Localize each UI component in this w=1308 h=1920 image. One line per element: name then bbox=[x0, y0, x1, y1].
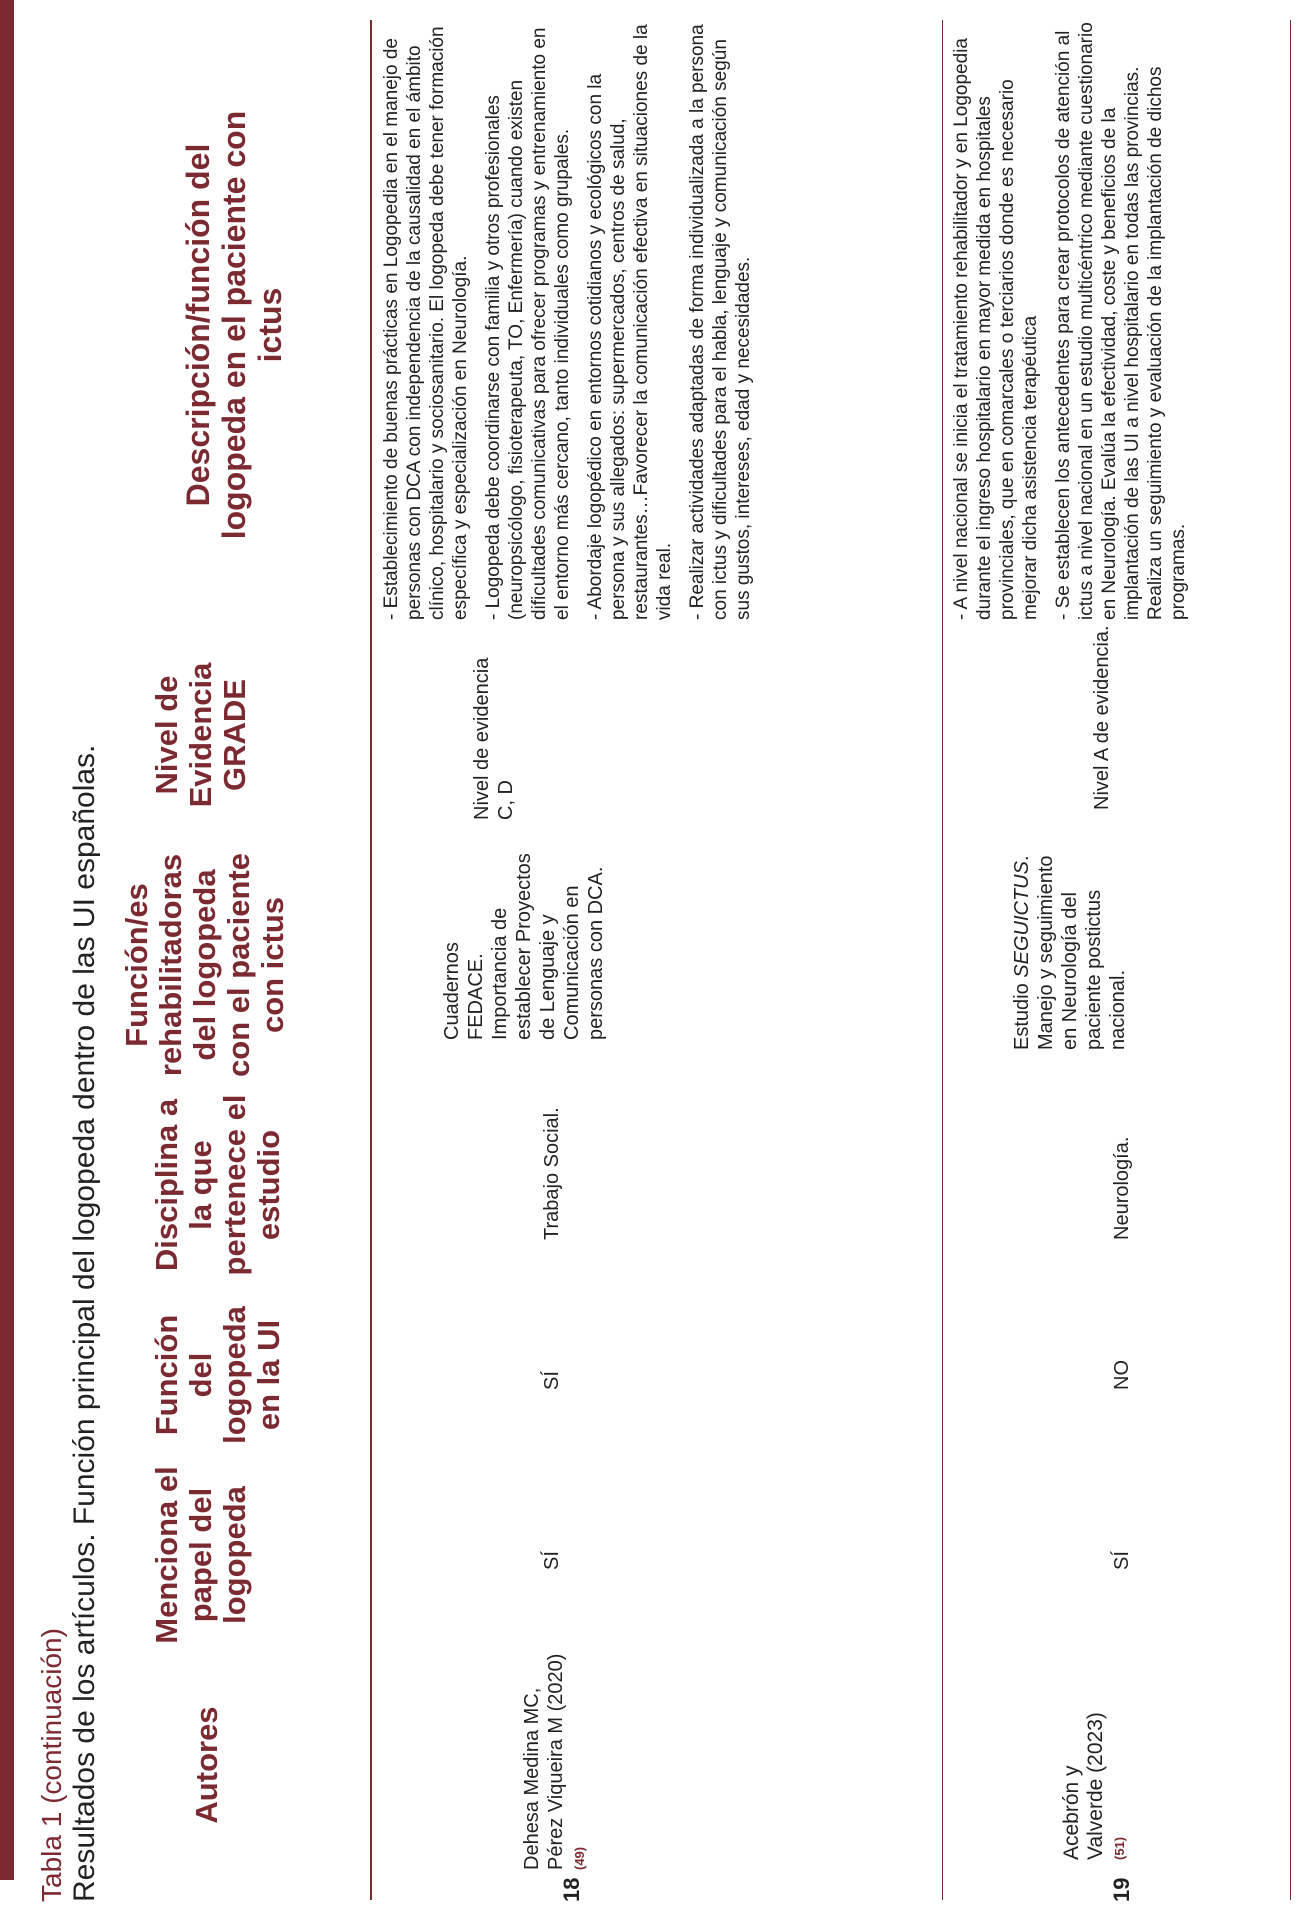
description-item: - Logopeda debe coordinarse con familia y otros profesionales (neuropsicólogo, fisioterapeuta, TO, Enfermería) cuando existen dificultades comunicativas para ofrecer programas y entrenamiento en el entorno más cercano, tanto individuales como grupales. bbox=[483, 27, 573, 620]
column-header-role: Función del logopeda en la UI bbox=[149, 1306, 286, 1444]
role-cell: SÍ bbox=[541, 1371, 563, 1390]
row-divider bbox=[942, 20, 943, 1900]
author-cell bbox=[1060, 1710, 1138, 1860]
reference-number: (51) bbox=[1112, 1836, 1127, 1860]
table-caption-label: Tabla 1 (continuación) bbox=[36, 1628, 67, 1902]
column-header-authors: Autores bbox=[189, 1706, 224, 1824]
top-accent-bar bbox=[0, 0, 14, 1880]
discipline-cell: Neurología. bbox=[1111, 1136, 1133, 1240]
evidence-cell: Nivel A de evidencia. bbox=[1091, 625, 1113, 810]
description-cell bbox=[380, 20, 765, 620]
description-cell bbox=[950, 20, 1200, 620]
description-item: - Establecimiento de buenas prácticas en Logopedia en el manejo de personas con DCA con independencia de la causalidad en el ámbito clínico, hospitalario y sociosanitario. El logopeda debe tener formación específica y especialización en Neurología. bbox=[381, 26, 471, 620]
table-caption-title: Resultados de los artículos. Función principal del logopeda dentro de las UI españolas. bbox=[68, 744, 101, 1902]
column-header-evidence: Nivel de Evidencia GRADE bbox=[149, 662, 252, 808]
author-cell bbox=[520, 1650, 598, 1870]
author-name: Acebrón y Valverde (2023) bbox=[1060, 1712, 1107, 1860]
reference-number: (49) bbox=[572, 1846, 587, 1870]
bottom-rule bbox=[1290, 20, 1291, 1900]
mentions-cell: SÍ bbox=[1111, 1551, 1133, 1570]
rehab-prefix: Estudio bbox=[1011, 977, 1033, 1050]
role-cell: NO bbox=[1111, 1360, 1133, 1390]
rehab-cell bbox=[1010, 840, 1130, 1050]
rehab-suffix: . Manejo y seguimiento en Neurología del paciente postictus nacional. bbox=[1011, 855, 1129, 1050]
column-header-mentions: Menciona el papel del logopeda bbox=[149, 1466, 252, 1644]
author-name: Dehesa Medina MC, Pérez Viqueira M (2020) bbox=[521, 1653, 567, 1870]
rehab-cell: Cuadernos FEDACE. Importancia de establecer Proyectos de Lenguaje y Comunicación en personas con DCA. bbox=[441, 853, 607, 1040]
column-header-rehab: Función/es rehabilitadoras del logopeda con el paciente con ictus bbox=[119, 853, 290, 1077]
description-item: - Se establecen los antecedentes para crear protocolos de atención al ictus a nivel nacional en un estudio multicéntrico mediante cuestionario en Neurología. Evalúa la efectividad, coste y beneficios de la implantación de las UI a nivel hospitalario en todas las provincias. Realiza un seguimiento y evaluación de la implantación de dichos programas. bbox=[1053, 22, 1189, 620]
evidence-cell: Nivel de evidencia C, D bbox=[471, 657, 517, 820]
study-name: SEGUICTUS bbox=[1011, 861, 1033, 978]
description-item: - A nivel nacional se inicia el tratamiento rehabilitador y en Logopedia durante el ingreso hospitalario en mayor medida en hospitales provinciales, que en comarcales o terciarios donde es necesario mejorar dicha asistencia terapéutica bbox=[951, 38, 1041, 620]
row-number: 19 bbox=[1109, 1877, 1134, 1902]
description-item: - Realizar actividades adaptadas de forma individualizada a la persona con ictus y dificultades para el habla, lenguaje y comunicación según sus gustos, intereses, edad y necesidades. bbox=[687, 24, 754, 620]
header-rule bbox=[370, 20, 372, 1900]
description-item: - Abordaje logopédico en entornos cotidianos y ecológicos con la persona y sus allegados: supermercados, centros de salud, restaurantes…Favorecer la comunicación efectiva en situaciones de la vida real. bbox=[585, 24, 675, 620]
mentions-cell: SÍ bbox=[541, 1551, 563, 1570]
column-header-description: Descripción/función del logopeda en el paciente con ictus bbox=[180, 110, 288, 540]
column-header-discipline: Disciplina a la que pertenece el estudio bbox=[149, 1094, 286, 1276]
discipline-cell: Trabajo Social. bbox=[541, 1107, 563, 1240]
row-number: 18 bbox=[559, 1877, 584, 1902]
